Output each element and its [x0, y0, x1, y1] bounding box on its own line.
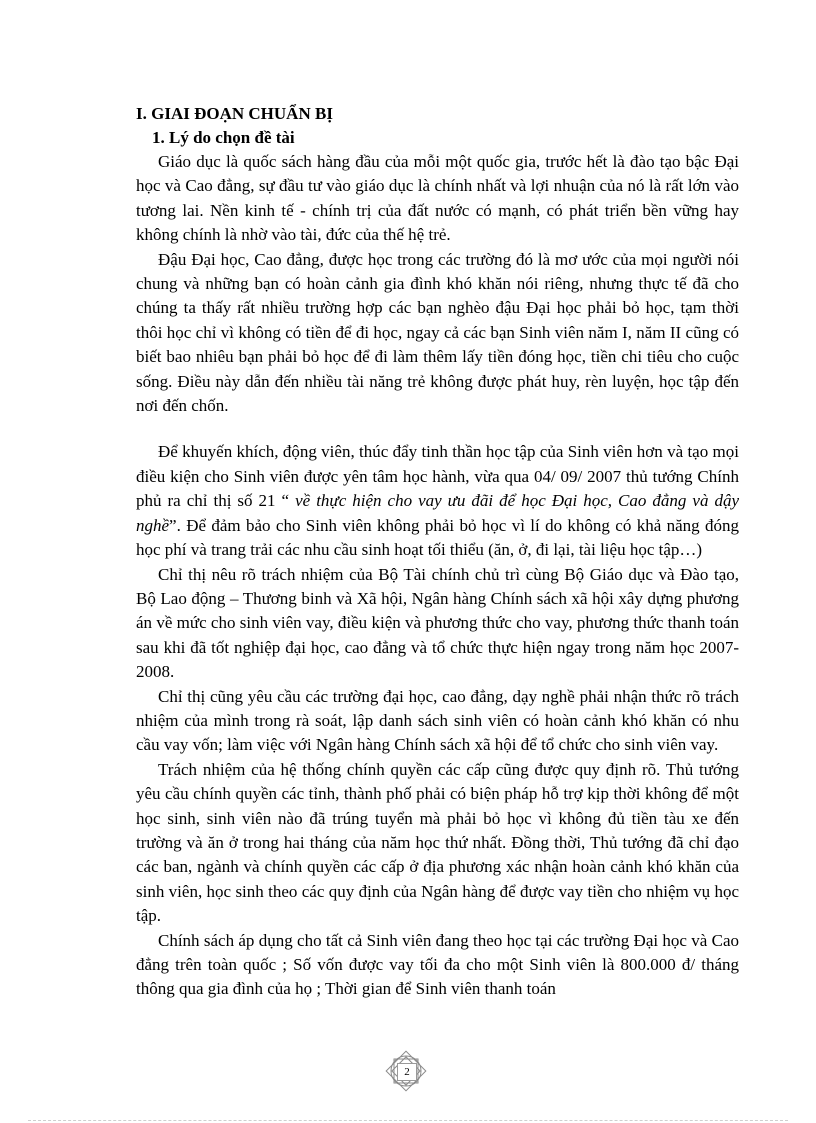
- directive-title-italic: về thực hiện cho vay ưu đãi để học Đại học, Cao đẳng và dậy nghề: [136, 491, 739, 535]
- paragraph-4: Chỉ thị nêu rõ trách nhiệm của Bộ Tài chính chủ trì cùng Bộ Giáo dục và Đào tạo, Bộ Lao động – Thương binh và Xã hội, Ngân hàng Chính sách xã hội xây dựng phương án về mức cho sinh viên vay, điều kiện và phương thức cho vay, phương thức thanh toán sau khi đã tốt nghiệp đại học, cao đẳng và tổ chức thực hiện ngay trong năm học 2007-2008.: [136, 564, 739, 682]
- paragraph-1: Giáo dục là quốc sách hàng đầu của mỗi một quốc gia, trước hết là đào tạo bậc Đại học và Cao đẳng, sự đầu tư vào giáo dục là chính nhất và lợi nhuận của nó là rất lớn vào tương lai. Nền kinh tế - chính trị của đất nước có mạnh, có phát triển bền vững hay không chính là nhờ vào tài, đức của thế hệ trẻ.: [136, 152, 739, 245]
- page-number-ornament: [383, 1048, 429, 1094]
- subsection-heading: 1. Lý do chọn đề tài: [152, 128, 295, 147]
- paragraph-7: Chính sách áp dụng cho tất cả Sinh viên đang theo học tại các trường Đại học và Cao đẳng trên toàn quốc ; Số vốn được vay tối đa cho một Sinh viên là 800.000 đ/ tháng thông qua gia đình của họ ; Thời gian để Sinh viên thanh toán: [136, 930, 739, 999]
- paragraph-3-text-b: ”. Để đảm bảo cho Sinh viên không phải bỏ học vì lí do không có khả năng đóng học phí và trang trải các nhu cầu sinh hoạt tối thiểu (ăn, ở, đi lại, tài liệu học tập…): [136, 515, 739, 560]
- paragraph-5: Chỉ thị cũng yêu cầu các trường đại học, cao đẳng, dạy nghề phải nhận thức rõ trách nhiệm của mình trong rà soát, lập danh sách sinh viên có hoàn cảnh khó khăn có nhu cầu vay vốn; làm việc với Ngân hàng Chính sách xã hội để tổ chức cho sinh viên vay.: [136, 686, 739, 755]
- page-content: [136, 102, 739, 1002]
- paragraph-6: Trách nhiệm của hệ thống chính quyền các cấp cũng được quy định rõ. Thủ tướng yêu cầu chính quyền các tỉnh, thành phố phải có biện pháp hỗ trợ kịp thời không để một học sinh, sinh viên nào đã trúng tuyển mà phải bỏ học vì không đủ tiền tàu xe đến trường và ăn ở trong hai tháng của năm học thứ nhất. Đồng thời, Thủ tướng đã chỉ đạo các ban, ngành và chính quyền các cấp ở địa phương xác nhận hoàn cảnh khó khăn của sinh viên, học sinh theo các quy định của Ngân hàng để được vay tiền cho nhiệm vụ học tập.: [136, 759, 739, 926]
- paragraph-gap: [136, 418, 739, 440]
- paragraph-2: Đậu Đại học, Cao đẳng, được học trong các trường đó là mơ ước của mọi người nói chung và những bạn có hoàn cảnh gia đình khó khăn nói riêng, nhưng thực tế đã cho chúng ta thấy rất nhiều trường hợp các bạn nghèo đậu Đại học phải bỏ học, tạm thời thôi học chỉ vì không có tiền để đi học, ngay cả các bạn Sinh viên năm I, năm II cũng có biết bao nhiêu bạn phải bỏ học để đi làm thêm lấy tiền đóng học, tiền chi tiêu cho cuộc sống. Điều này dẫn đến nhiều tài năng trẻ không được phát huy, rèn luyện, học tập đến nơi đến chốn.: [136, 249, 739, 416]
- page-number: 2: [397, 1063, 417, 1081]
- paragraph-3-text-a: Để khuyến khích, động viên, thúc đẩy tinh thần học tập của Sinh viên hơn và tạo mọi điều kiện cho Sinh viên được yên tâm học hành, vừa qua 04/ 09/ 2007 thủ tướng Chính phủ ra chỉ thị số 21 “: [136, 442, 739, 511]
- section-heading: I. GIAI ĐOẠN CHUẨN BỊ: [136, 104, 333, 123]
- footer-divider: [28, 1120, 788, 1121]
- paragraph-3: [136, 440, 739, 562]
